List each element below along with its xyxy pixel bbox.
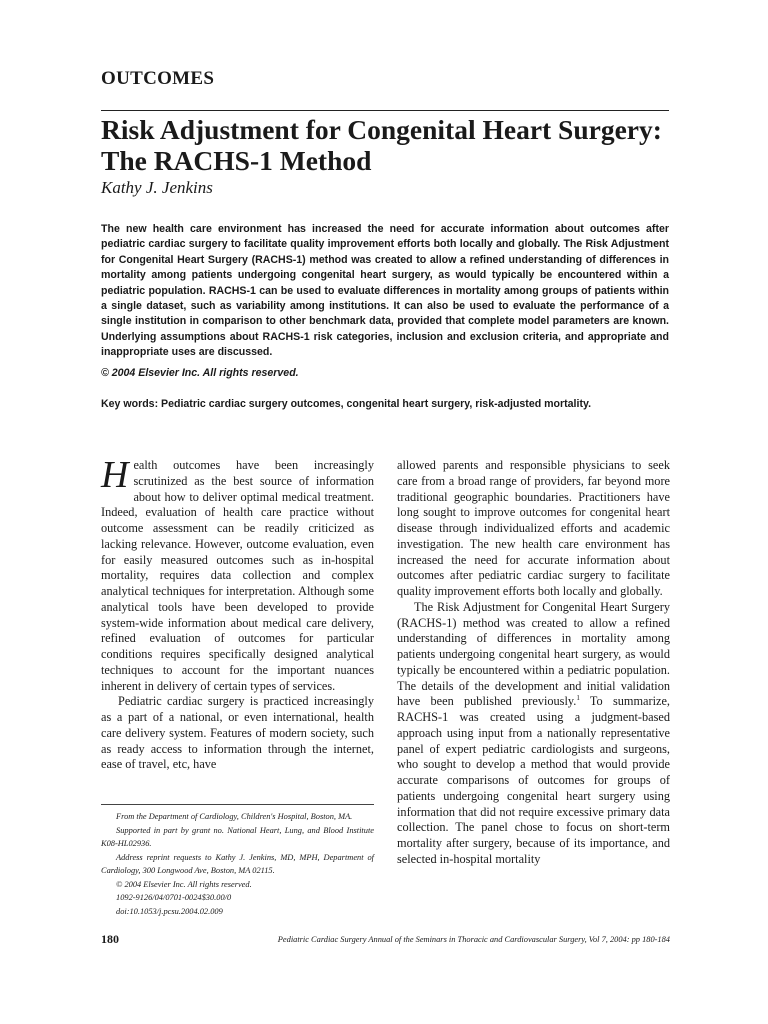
footnote-affiliation: From the Department of Cardiology, Children's Hospital, Boston, MA. <box>116 812 353 821</box>
footnote-doi: doi:10.1053/j.pcsu.2004.02.009 <box>116 906 223 916</box>
article-title <box>101 114 681 176</box>
paragraph-text: The Risk Adjustment for Congenital Heart Surgery (RACHS-1) method was created to allow a refined understanding of differences in mortality among patients undergoing congenital heart surgery, as would typically be encountered within a pediatric population. The details of the development and initial validation have been published previously. <box>397 599 670 709</box>
key-words: Key words: Pediatric cardiac surgery outcomes, congenital heart surgery, risk-adjusted mortality. <box>101 398 592 410</box>
author-name: Kathy J. Jenkins <box>101 178 213 197</box>
footnote-issn: 1092-9126/04/0701-0024$30.00/0 <box>116 893 232 902</box>
body-paragraph <box>397 600 670 868</box>
reference-marker[interactable]: 1 <box>576 694 580 703</box>
footnote-funding: Supported in part by grant no. National Heart, Lung, and Blood Institute K08-HL02936. <box>101 825 374 848</box>
footnote-rule <box>101 804 374 805</box>
footnotes <box>101 810 374 918</box>
section-label: OUTCOMES <box>101 68 215 89</box>
body-column-right <box>397 458 670 868</box>
header-rule <box>101 110 669 111</box>
footnote-copyright: © 2004 Elsevier Inc. All rights reserved. <box>116 879 252 889</box>
paragraph-text: ealth outcomes have been increasingly scrutinized as the best source of information about how to deliver optimal medical treatment. Indeed, evaluation of health care practice without outcome assessment can be readily criticized as lacking relevance. However, outcome evaluation, even for easily measured outcomes such as in-hospital mortality, requires data collection and complex analytical techniques for interpretation. Although some analytical tools have been developed to provide system-wide information about medical care delivery, refined evaluation of outcomes for particular conditions requires specifically designed analytical techniques to account for the important nuances inherent in delivery of certain types of services. <box>101 458 374 693</box>
drop-cap: H <box>101 454 129 496</box>
journal-citation: Pediatric Cardiac Surgery Annual of the Seminars in Thoracic and Cardiovascular Surgery, Vol 7, 2004: pp 180-184 <box>277 935 670 944</box>
title-line-1: Risk Adjustment for Congenital Heart Surgery: <box>101 114 662 145</box>
body-paragraph: Pediatric cardiac surgery is practiced increasingly as a part of a national, or even international, health care delivery system. Features of modern society, such as ready access to information through the internet, ease of travel, etc, have <box>101 694 374 772</box>
footnote-reprint: Address reprint requests to Kathy J. Jenkins, MD, MPH, Department of Cardiology, 300 Longwood Ave, Boston, MA 02115. <box>101 852 374 875</box>
abstract-copyright: © 2004 Elsevier Inc. All rights reserved. <box>101 367 299 379</box>
abstract: The new health care environment has increased the need for accurate information about outcomes after pediatric cardiac surgery to facilitate quality improvement efforts both locally and globally. The Risk Adjustment for Congenital Heart Surgery (RACHS-1) method was created to allow a refined understanding of differences in mortality among patients undergoing congenital heart surgery, as would typically be encountered within a pediatric population. RACHS-1 can be used to evaluate differences in mortality among groups of patients within a single dataset, such as variability among institutions. It can also be used to evaluate the performance of a single institution in comparison to other benchmark data, provided that complete model parameters are known. Underlying assumptions about RACHS-1 risk categories, inclusion and exclusion criteria, and appropriate and inappropriate uses are discussed. <box>101 223 669 359</box>
body-column-left <box>101 454 374 773</box>
page-number: 180 <box>101 932 119 946</box>
paragraph-text: To summarize, RACHS-1 was created using a judgment-based approach using input from a nationally representative panel of expert pediatric cardiologists and surgeons, who sought to develop a method that would provide accurate comparisons of outcomes for groups of patients undergoing congenital heart surgery using information that did not require excessive primary data collection. The panel chose to focus on short-term mortality after surgery, because of its importance, and selected in-hospital mortality <box>397 694 670 866</box>
body-paragraph: allowed parents and responsible physicians to seek care from a broad range of providers, far beyond more traditional geographic boundaries. Practitioners have long sought to improve outcomes for congenital heart disease through individualized efforts and academic investigation. The new health care environment has increased the need for accurate information about outcomes after pediatric cardiac surgery to facilitate quality improvement efforts both locally and globally. <box>397 458 670 598</box>
body-paragraph <box>101 454 374 694</box>
title-line-2: The RACHS-1 Method <box>101 145 372 176</box>
